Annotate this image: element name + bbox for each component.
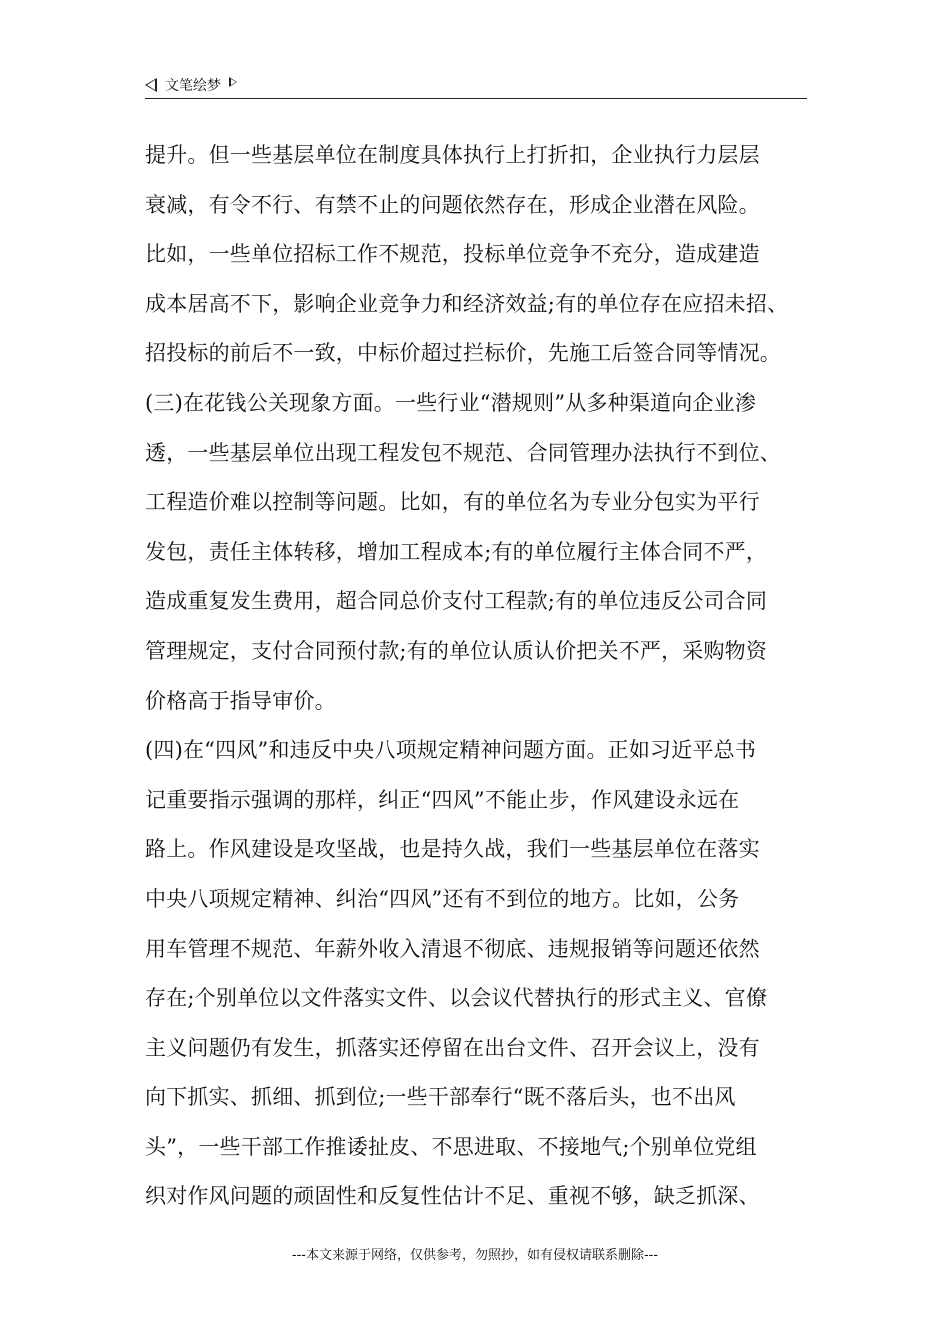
header-title: 文笔绘梦 [165,78,221,94]
triangle-left-icon [145,78,157,92]
body-line: 提升。但一些基层单位在制度具体执行上打折扣，企业执行力层层 [145,143,760,167]
triangle-right-icon [229,77,237,87]
body-line: 透，一些基层单位出现工程发包不规范、合同管理办法执行不到位、 [145,440,781,465]
body-line: 造成重复发生费用，超合同总价支付工程款;有的单位违反公司合同 [145,589,768,614]
body-line: 衰减，有令不行、有禁不止的问题依然存在，形成企业潜在风险。 [145,192,760,217]
body-line: 价格高于指导审价。 [145,688,336,713]
body-line: 路上。作风建设是攻坚战，也是持久战，我们一些基层单位在落实 [145,837,760,862]
body-line: 管理规定，支付合同预付款;有的单位认质认价把关不严，采购物资 [145,638,768,663]
body-line: 中央八项规定精神、纠治“四风”还有不到位的地方。比如，公务 [145,886,740,911]
body-line: (四)在“四风”和违反中央八项规定精神问题方面。正如习近平总书 [145,738,757,763]
document-body [145,131,815,1222]
body-line: 用车管理不规范、年薪外收入清退不彻底、违规报销等问题还依然 [145,936,760,961]
body-line: 头”，一些干部工作推诿扯皮、不思进取、不接地气;个别单位党组 [145,1134,757,1159]
body-line: 向下抓实、抓细、抓到位;一些干部奉行“既不落后头，也不出风 [145,1085,736,1110]
body-line: 工程造价难以控制等问题。比如，有的单位名为专业分包实为平行 [145,490,760,515]
page-header [145,72,807,99]
page-footer: ---本文来源于网络，仅供参考，勿照抄，如有侵权请联系删除--- [291,1248,659,1263]
body-line: (三)在花钱公关现象方面。一些行业“潜规则”从多种渠道向企业渗 [145,390,757,415]
body-line: 招投标的前后不一致，中标价超过拦标价，先施工后签合同等情况。 [145,341,781,366]
body-line: 比如，一些单位招标工作不规范，投标单位竞争不充分，造成建造 [145,242,760,267]
body-line: 成本居高不下，影响企业竞争力和经济效益;有的单位存在应招未招、 [145,291,789,316]
body-line: 记重要指示强调的那样，纠正“四风”不能止步，作风建设永远在 [145,787,740,812]
body-line: 发包，责任主体转移，增加工程成本;有的单位履行主体合同不严， [145,539,768,564]
body-line: 主义问题仍有发生，抓落实还停留在出台文件、召开会议上，没有 [145,1035,760,1060]
body-line: 存在;个别单位以文件落实文件、以会议代替执行的形式主义、官僚 [145,986,768,1011]
body-line: 织对作风问题的顽固性和反复性估计不足、重视不够，缺乏抓深、 [145,1184,760,1209]
